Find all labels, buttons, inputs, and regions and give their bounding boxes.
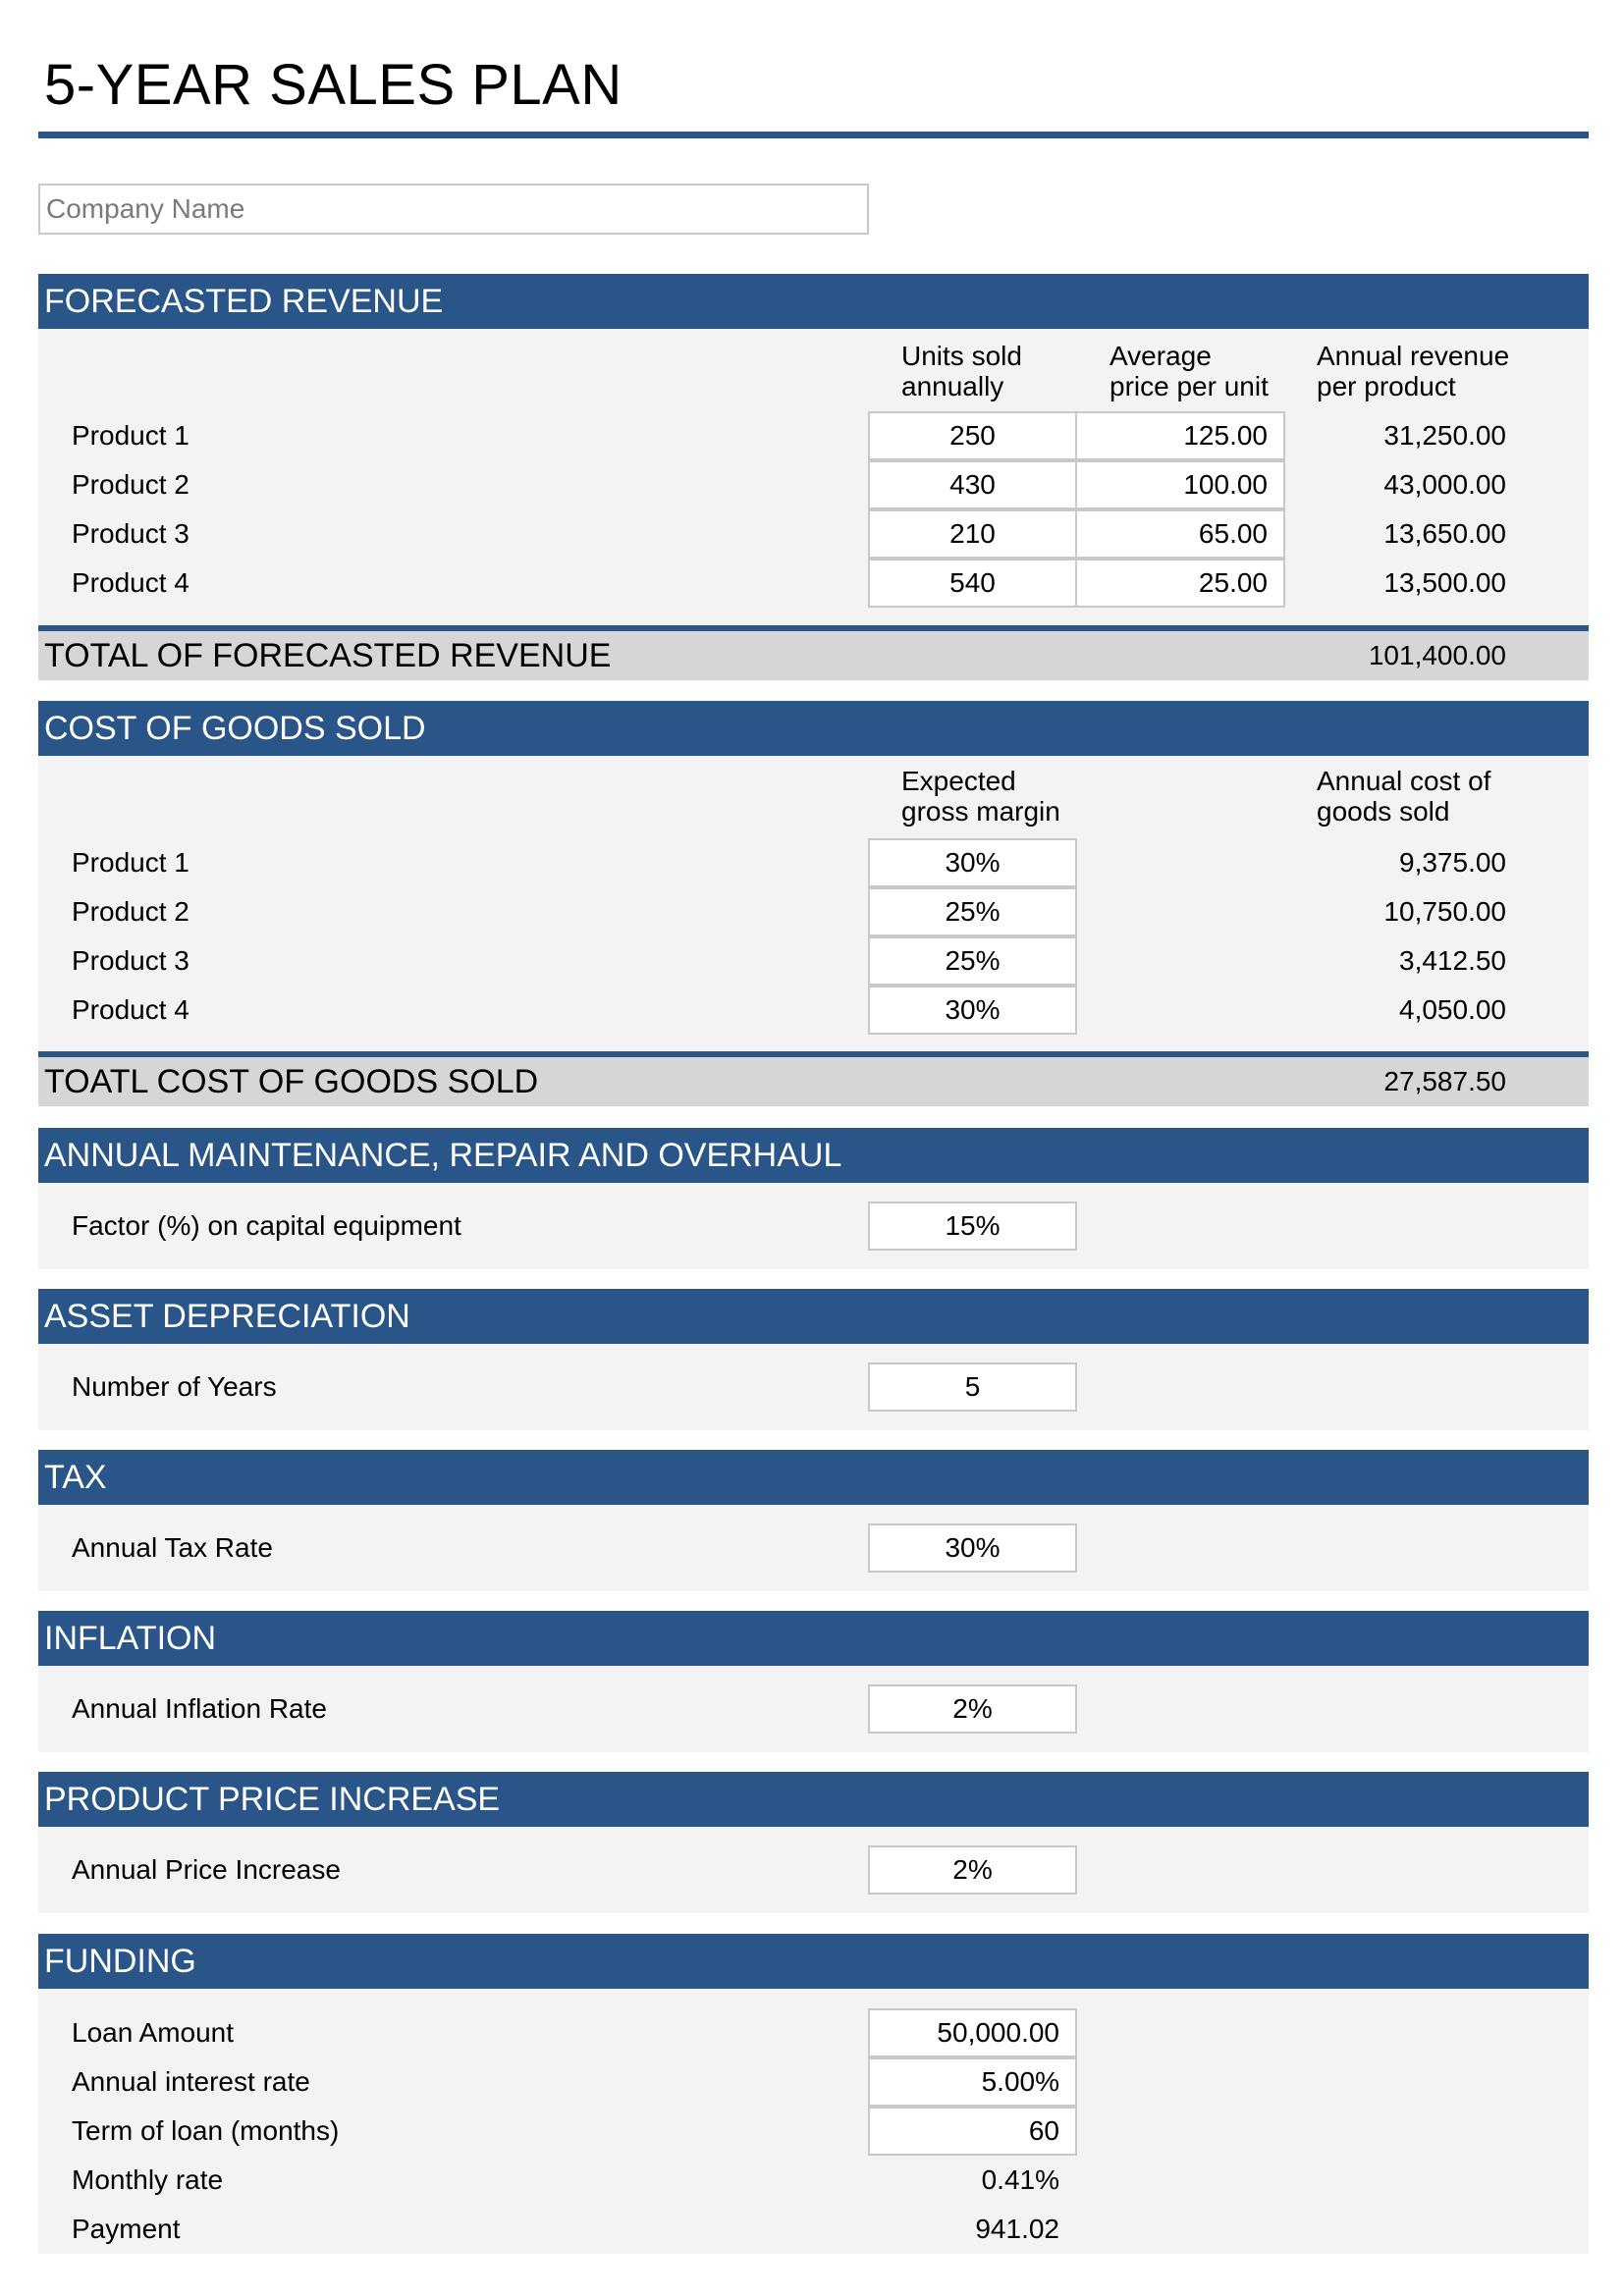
units-sold-cell[interactable]: 540 xyxy=(868,559,1077,608)
price-increase-cell[interactable]: 2% xyxy=(868,1845,1077,1895)
total-cogs-label: TOATL COST OF GOODS SOLD xyxy=(44,1063,539,1100)
annual-revenue-value: 31,250.00 xyxy=(1383,420,1506,451)
funding-header: FUNDING xyxy=(38,1934,1589,1989)
payment-label: Payment xyxy=(72,2214,181,2244)
annual-revenue-value: 43,000.00 xyxy=(1383,469,1506,500)
loan-amount-label: Loan Amount xyxy=(72,2017,235,2048)
gross-margin-cell[interactable]: 30% xyxy=(868,986,1077,1035)
annual-cost-column-header: Annual cost of goods sold xyxy=(1317,766,1491,827)
inflation-panel xyxy=(38,1666,1589,1752)
cogs-header: COST OF GOODS SOLD xyxy=(38,701,1589,756)
forecasted-revenue-panel xyxy=(38,329,1589,625)
annual-cost-value: 4,050.00 xyxy=(1399,994,1506,1025)
annual-cost-value: 3,412.50 xyxy=(1399,945,1506,976)
gross-margin-cell[interactable]: 25% xyxy=(868,887,1077,936)
cogs-row-label: Product 4 xyxy=(72,994,189,1025)
units-sold-cell[interactable]: 250 xyxy=(868,411,1077,460)
loan-amount-cell[interactable]: 50,000.00 xyxy=(868,2008,1077,2057)
total-revenue-bar xyxy=(38,625,1589,680)
title-divider xyxy=(38,132,1589,138)
page-title: 5-YEAR SALES PLAN xyxy=(44,53,623,117)
units-sold-column-header: Units sold annually xyxy=(901,341,1022,401)
inflation-header: INFLATION xyxy=(38,1611,1589,1666)
maintenance-panel xyxy=(38,1183,1589,1269)
price-increase-header: PRODUCT PRICE INCREASE xyxy=(38,1772,1589,1827)
payment-value: 941.02 xyxy=(975,2214,1059,2244)
maintenance-factor-label: Factor (%) on capital equipment xyxy=(72,1210,461,1241)
price-increase-label: Annual Price Increase xyxy=(72,1854,341,1885)
revenue-row-label: Product 3 xyxy=(72,518,189,549)
units-sold-cell[interactable]: 430 xyxy=(868,460,1077,509)
maintenance-factor-cell[interactable]: 15% xyxy=(868,1201,1077,1251)
depreciation-years-cell[interactable]: 5 xyxy=(868,1362,1077,1412)
forecasted-revenue-header: FORECASTED REVENUE xyxy=(38,274,1589,329)
interest-rate-label: Annual interest rate xyxy=(72,2066,310,2097)
maintenance-header: ANNUAL MAINTENANCE, REPAIR AND OVERHAUL xyxy=(38,1128,1589,1183)
gross-margin-column-header: Expected gross margin xyxy=(901,766,1060,827)
gross-margin-cell[interactable]: 30% xyxy=(868,838,1077,887)
inflation-rate-cell[interactable]: 2% xyxy=(868,1684,1077,1734)
annual-revenue-value: 13,500.00 xyxy=(1383,567,1506,598)
revenue-row-label: Product 4 xyxy=(72,567,189,598)
monthly-rate-value: 0.41% xyxy=(981,2164,1059,2195)
annual-revenue-column-header: Annual revenue per product xyxy=(1317,341,1510,401)
cogs-row-label: Product 2 xyxy=(72,896,189,927)
annual-cost-value: 10,750.00 xyxy=(1383,896,1506,927)
monthly-rate-label: Monthly rate xyxy=(72,2164,224,2195)
depreciation-years-label: Number of Years xyxy=(72,1371,277,1402)
inflation-rate-label: Annual Inflation Rate xyxy=(72,1693,327,1724)
tax-rate-cell[interactable]: 30% xyxy=(868,1523,1077,1573)
funding-panel xyxy=(38,1989,1589,2254)
cogs-panel xyxy=(38,756,1589,1051)
total-cogs-bar xyxy=(38,1051,1589,1106)
price-increase-panel xyxy=(38,1827,1589,1913)
loan-term-cell[interactable]: 60 xyxy=(868,2107,1077,2156)
cogs-row-label: Product 1 xyxy=(72,847,189,878)
tax-header: TAX xyxy=(38,1450,1589,1505)
interest-rate-cell[interactable]: 5.00% xyxy=(868,2057,1077,2107)
annual-revenue-value: 13,650.00 xyxy=(1383,518,1506,549)
average-price-cell[interactable]: 65.00 xyxy=(1075,509,1285,559)
average-price-cell[interactable]: 25.00 xyxy=(1075,559,1285,608)
total-revenue-value: 101,400.00 xyxy=(1368,640,1506,670)
loan-term-label: Term of loan (months) xyxy=(72,2115,340,2146)
depreciation-panel xyxy=(38,1344,1589,1430)
average-price-column-header: Average price per unit xyxy=(1110,341,1269,401)
revenue-row-label: Product 1 xyxy=(72,420,189,451)
total-revenue-label: TOTAL OF FORECASTED REVENUE xyxy=(44,637,612,674)
total-cogs-value: 27,587.50 xyxy=(1383,1066,1506,1096)
depreciation-header: ASSET DEPRECIATION xyxy=(38,1289,1589,1344)
company-name-input[interactable] xyxy=(38,184,869,235)
tax-panel xyxy=(38,1505,1589,1591)
revenue-row-label: Product 2 xyxy=(72,469,189,500)
tax-rate-label: Annual Tax Rate xyxy=(72,1532,273,1563)
cogs-row-label: Product 3 xyxy=(72,945,189,976)
gross-margin-cell[interactable]: 25% xyxy=(868,936,1077,986)
annual-cost-value: 9,375.00 xyxy=(1399,847,1506,878)
average-price-cell[interactable]: 125.00 xyxy=(1075,411,1285,460)
average-price-cell[interactable]: 100.00 xyxy=(1075,460,1285,509)
units-sold-cell[interactable]: 210 xyxy=(868,509,1077,559)
